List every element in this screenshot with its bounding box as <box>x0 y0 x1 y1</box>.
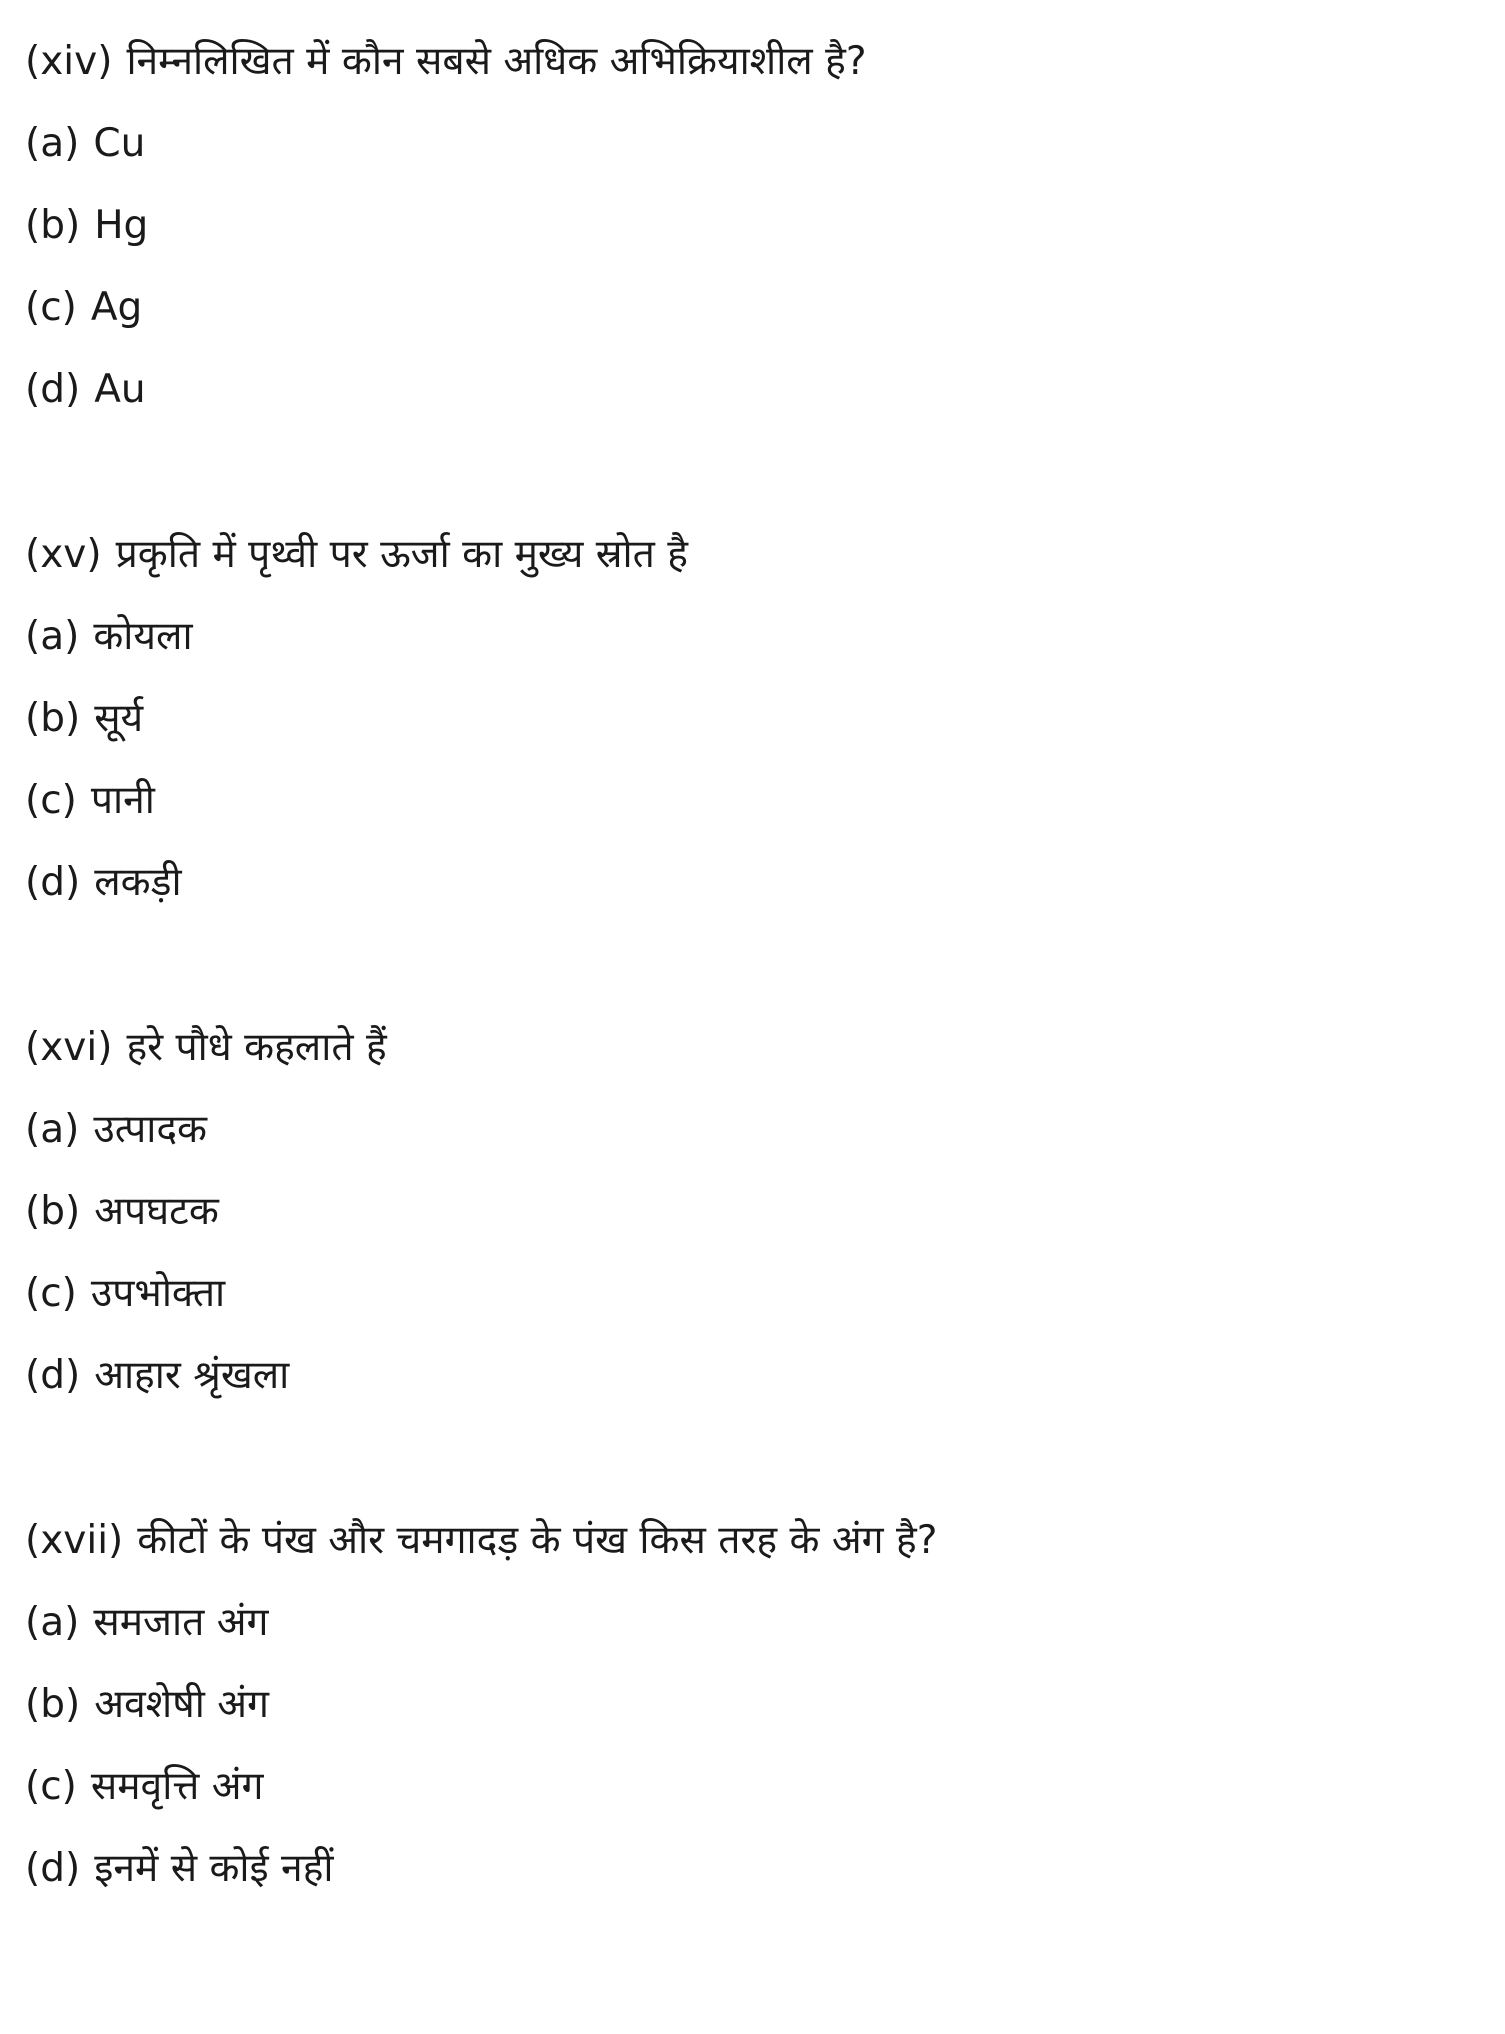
option-text: लकड़ी <box>94 860 182 905</box>
option-label: (b) <box>25 1189 81 1234</box>
option-text: इनमें से कोई नहीं <box>94 1846 334 1891</box>
option-text: कोयला <box>93 614 193 659</box>
question-number: (xvi) <box>25 1025 113 1070</box>
option-a <box>25 1089 1465 1171</box>
option-label: (c) <box>25 1764 77 1809</box>
question-number: (xvii) <box>25 1518 124 1563</box>
option-text: Hg <box>94 203 149 248</box>
option-a <box>25 1582 1465 1664</box>
question-xvii <box>25 1500 1465 1910</box>
option-d <box>25 349 1465 431</box>
option-label: (a) <box>25 121 80 166</box>
option-text: आहार श्रृंखला <box>94 1353 290 1398</box>
option-text: अपघटक <box>94 1189 219 1234</box>
option-c <box>25 267 1465 349</box>
question-text-line <box>25 1007 1465 1089</box>
question-text: कीटों के पंख और चमगादड़ के पंख किस तरह के अंग है? <box>137 1518 938 1563</box>
question-text-line <box>25 514 1465 596</box>
option-a <box>25 596 1465 678</box>
option-text: समजात अंग <box>93 1600 269 1645</box>
option-c <box>25 760 1465 842</box>
option-c <box>25 1253 1465 1335</box>
option-label: (a) <box>25 1600 80 1645</box>
option-label: (b) <box>25 203 81 248</box>
option-b <box>25 1171 1465 1253</box>
option-label: (d) <box>25 1353 81 1398</box>
question-text-line <box>25 1500 1465 1582</box>
option-d <box>25 842 1465 924</box>
option-text: समवृत्ति अंग <box>90 1764 264 1809</box>
question-xvi <box>25 1007 1465 1417</box>
option-text: उत्पादक <box>93 1107 207 1152</box>
question-xv <box>25 514 1465 924</box>
question-text: निम्नलिखित में कौन सबसे अधिक अभिक्रियाशील है? <box>126 39 867 84</box>
option-text: Cu <box>93 121 146 166</box>
option-label: (b) <box>25 1682 81 1727</box>
option-label: (b) <box>25 696 81 741</box>
option-b <box>25 1664 1465 1746</box>
option-text: Ag <box>90 285 143 330</box>
question-number: (xv) <box>25 532 102 577</box>
option-c <box>25 1746 1465 1828</box>
option-b <box>25 678 1465 760</box>
option-label: (c) <box>25 1271 77 1316</box>
question-xiv <box>25 21 1465 431</box>
option-d <box>25 1335 1465 1417</box>
option-text: अवशेषी अंग <box>94 1682 269 1727</box>
option-label: (d) <box>25 860 81 905</box>
option-text: सूर्य <box>94 696 144 741</box>
option-label: (a) <box>25 614 80 659</box>
option-label: (d) <box>25 1846 81 1891</box>
option-text: पानी <box>90 778 155 823</box>
question-text: प्रकृति में पृथ्वी पर ऊर्जा का मुख्य स्रोत है <box>115 532 688 577</box>
option-b <box>25 185 1465 267</box>
option-label: (c) <box>25 778 77 823</box>
option-a <box>25 103 1465 185</box>
option-label: (c) <box>25 285 77 330</box>
option-text: उपभोक्ता <box>90 1271 226 1316</box>
question-text: हरे पौधे कहलाते हैं <box>126 1025 387 1070</box>
option-label: (a) <box>25 1107 80 1152</box>
option-label: (d) <box>25 367 81 412</box>
option-d <box>25 1828 1465 1910</box>
question-text-line <box>25 21 1465 103</box>
question-number: (xiv) <box>25 39 113 84</box>
option-text: Au <box>94 367 146 412</box>
